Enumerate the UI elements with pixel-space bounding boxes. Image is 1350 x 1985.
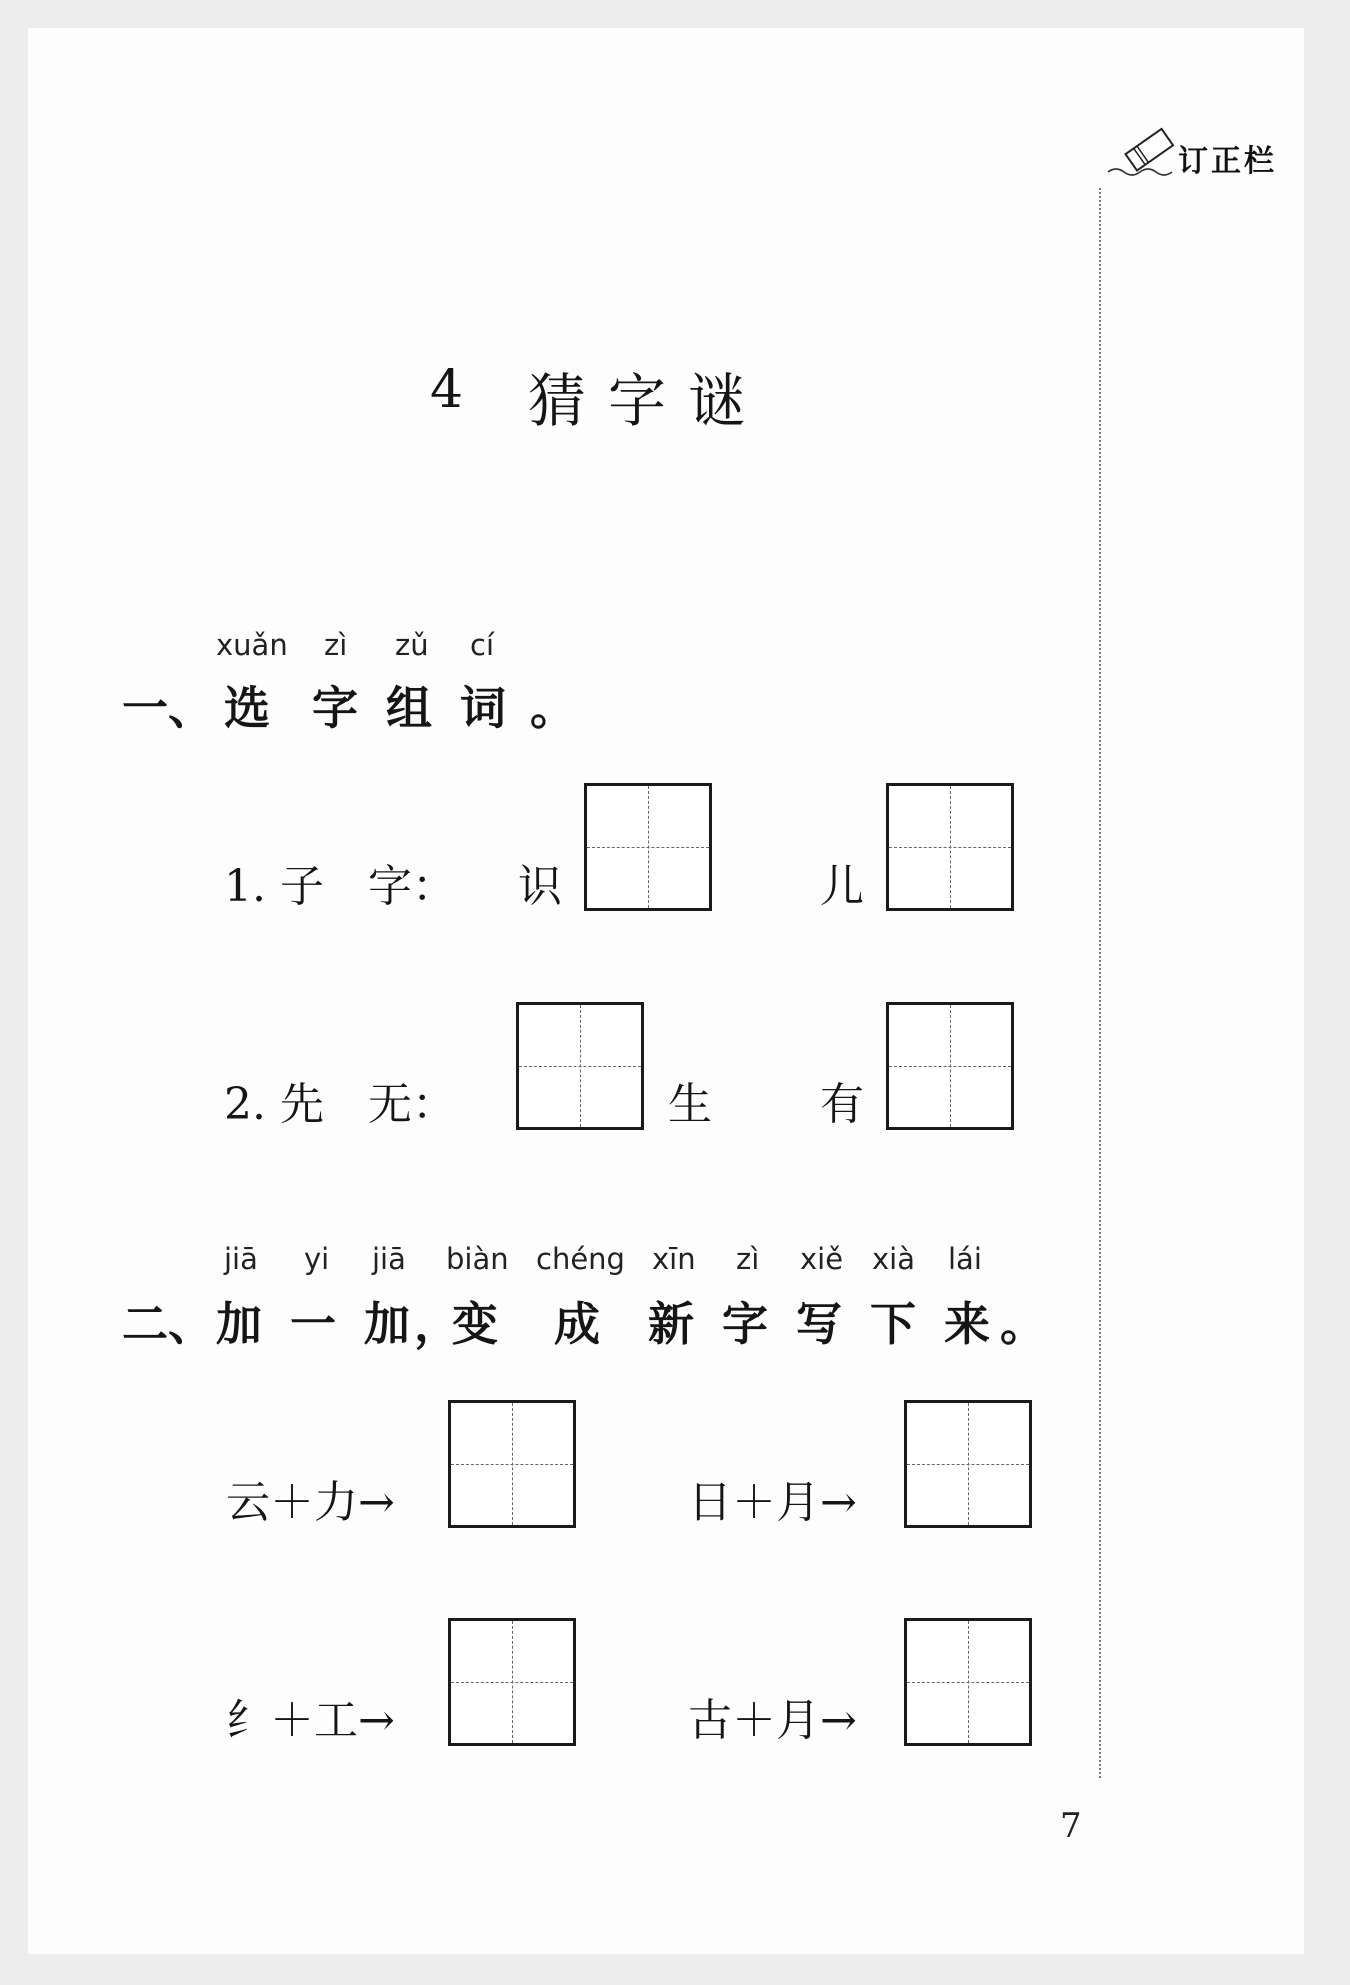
correction-divider xyxy=(1099,188,1101,1778)
q1-label: 1. 子 字： xyxy=(224,861,456,912)
correction-column-label: 订正栏 xyxy=(1178,144,1277,179)
section2-char-11: 来 xyxy=(944,1297,990,1351)
section2-pinyin-8: xiě xyxy=(800,1242,844,1276)
q1-answer-box-1[interactable] xyxy=(584,783,712,911)
worksheet-page xyxy=(28,28,1304,1954)
section1-char-5: 。 xyxy=(530,681,576,735)
section2-pinyin-10: lái xyxy=(948,1242,982,1276)
section1-pinyin-2: zì xyxy=(324,628,348,662)
section1-char-4: 词 xyxy=(460,681,506,735)
q2-answer-box-2[interactable] xyxy=(886,1002,1014,1130)
q1-word-1-char: 识 xyxy=(518,861,562,912)
q2-word-2-char: 有 xyxy=(820,1079,864,1130)
section2-number: 二、 xyxy=(122,1297,214,1351)
section2-pinyin-5: chéng xyxy=(536,1242,625,1276)
section2-char-5: 变 xyxy=(452,1297,498,1351)
compose-item-3: 纟＋工→ xyxy=(226,1695,395,1746)
section2-char-3: 加 xyxy=(364,1297,410,1351)
section2-char-4: ， xyxy=(414,1297,460,1351)
section2-pinyin-1: jiā xyxy=(224,1242,258,1276)
section2-char-1: 加 xyxy=(216,1297,262,1351)
page-number: 7 xyxy=(1060,1806,1082,1846)
lesson-number: 4 xyxy=(430,360,464,420)
section2-pinyin-2: yi xyxy=(304,1242,330,1276)
q1-word-2-char: 儿 xyxy=(820,861,864,912)
section2-pinyin-3: jiā xyxy=(372,1242,406,1276)
section1-char-1: 选 xyxy=(224,681,270,735)
compose-answer-box-3[interactable] xyxy=(448,1618,576,1746)
compose-answer-box-2[interactable] xyxy=(904,1400,1032,1528)
section2-char-7: 新 xyxy=(648,1297,694,1351)
compose-answer-box-4[interactable] xyxy=(904,1618,1032,1746)
section1-pinyin-1: xuǎn xyxy=(216,628,288,662)
q1-answer-box-2[interactable] xyxy=(886,783,1014,911)
q2-label: 2. 先 无： xyxy=(224,1079,456,1130)
section1-char-3: 组 xyxy=(386,681,432,735)
section1-pinyin-4: cí xyxy=(470,628,495,662)
section2-pinyin-6: xīn xyxy=(652,1242,696,1276)
section2-pinyin-9: xià xyxy=(872,1242,915,1276)
section1-number: 一、 xyxy=(122,681,214,735)
section2-char-9: 写 xyxy=(796,1297,842,1351)
section1-pinyin-3: zǔ xyxy=(395,628,429,662)
section2-char-12: 。 xyxy=(1000,1297,1046,1351)
section2-pinyin-7: zì xyxy=(736,1242,760,1276)
q2-word-1-char: 生 xyxy=(668,1079,712,1130)
section2-pinyin-4: biàn xyxy=(446,1242,509,1276)
section2-char-8: 字 xyxy=(722,1297,768,1351)
compose-item-2: 日＋月→ xyxy=(688,1477,857,1528)
section2-char-6: 成 xyxy=(554,1297,600,1351)
section2-char-10: 下 xyxy=(870,1297,916,1351)
q2-answer-box-1[interactable] xyxy=(516,1002,644,1130)
compose-answer-box-1[interactable] xyxy=(448,1400,576,1528)
compose-item-4: 古＋月→ xyxy=(688,1695,857,1746)
lesson-title: 猜字谜 xyxy=(528,367,769,435)
compose-item-1: 云＋力→ xyxy=(226,1477,395,1528)
section1-char-2: 字 xyxy=(312,681,358,735)
section2-char-2: 一 xyxy=(290,1297,336,1351)
